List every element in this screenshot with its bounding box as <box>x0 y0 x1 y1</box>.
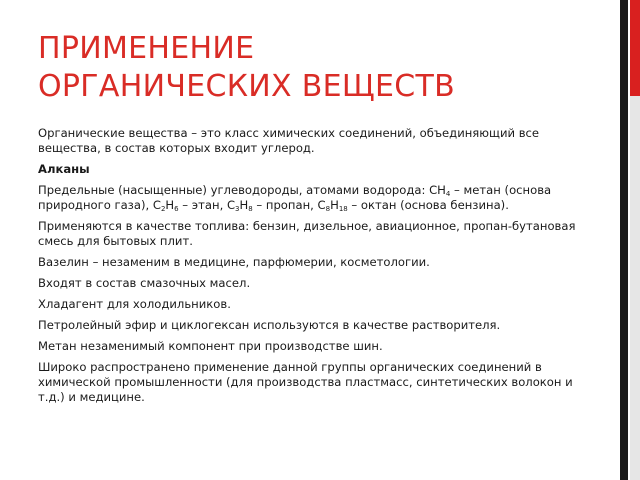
octane-h-subscript: 18 <box>338 205 348 213</box>
section-heading-text: Алканы <box>38 162 90 176</box>
industry-paragraph: Широко распространено применение данной группы органических соединений в химической промышленности (для производства пластмасс, синтетических волокон и т.д.) и медицине. <box>38 360 573 404</box>
edge-dark-stripe <box>620 0 628 480</box>
alkanes-text-4: – этан, C <box>178 198 236 212</box>
alkanes-text-7: H <box>330 198 339 212</box>
alkanes-text-1: Предельные (насыщенные) углеводороды, атомами водорода: CH <box>38 183 446 197</box>
title-line-2: ОРГАНИЧЕСКИХ ВЕЩЕСТВ <box>38 69 455 104</box>
alkanes-text-3: H <box>165 198 175 212</box>
refrigerant-paragraph: Хладагент для холодильников. <box>38 297 231 311</box>
octane-c-subscript: 8 <box>325 205 331 213</box>
fuel-paragraph: Применяются в качестве топлива: бензин, дизельное, авиационное, пропан-бутановая смесь для бытовых плит. <box>38 219 576 248</box>
slide-title <box>38 30 598 106</box>
ethane-c-subscript: 2 <box>160 205 166 213</box>
alkanes-text-5: H <box>239 198 249 212</box>
solvents-paragraph: Петролейный эфир и циклогексан используются в качестве растворителя. <box>38 318 501 332</box>
propane-c-subscript: 3 <box>235 205 240 213</box>
title-line-1: ПРИМЕНЕНИЕ <box>38 31 255 66</box>
edge-red-accent <box>630 0 640 96</box>
alkanes-text-8: – октан (основа бензина). <box>347 198 509 212</box>
propane-h-subscript: 8 <box>248 205 253 213</box>
alkanes-text-2: – метан (основа природного газа), C <box>38 183 552 212</box>
edge-gray-stripe <box>630 96 640 480</box>
alkanes-paragraph <box>38 183 593 213</box>
alkanes-text-6: – пропан, C <box>252 198 326 212</box>
lubricants-paragraph: Входят в состав смазочных масел. <box>38 276 251 290</box>
slide-body <box>38 126 593 411</box>
methane-tires-paragraph: Метан незаменимый компонент при производстве шин. <box>38 339 383 353</box>
section-heading <box>38 162 593 177</box>
methane-subscript: 4 <box>445 190 451 198</box>
vaseline-paragraph: Вазелин – незаменим в медицине, парфюмерии, косметологии. <box>38 255 430 269</box>
intro-paragraph: Органические вещества – это класс химических соединений, объединяющий все вещества, в состав которых входит углерод. <box>38 126 540 155</box>
ethane-h-subscript: 6 <box>174 205 179 213</box>
